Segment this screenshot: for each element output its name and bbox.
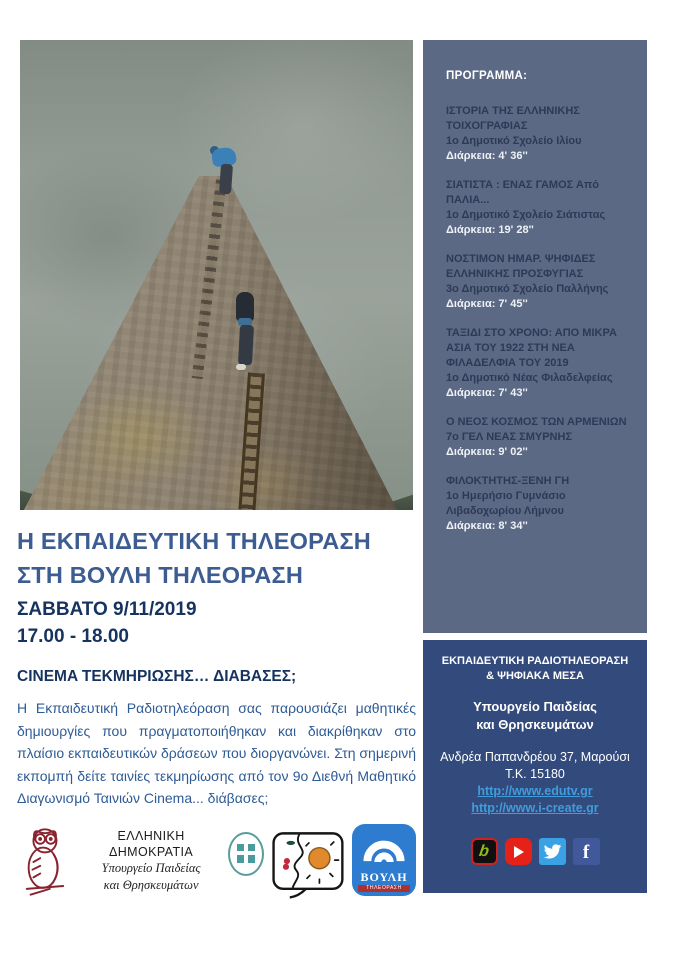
program-school: 3ο Δημοτικό Σχολείο Παλλήνης (446, 283, 609, 295)
program-item (446, 415, 637, 460)
twitter-icon[interactable] (539, 838, 566, 865)
broadcast-date: ΣΑΒΒΑΤΟ 9/11/2019 (17, 599, 197, 620)
logos-row (20, 824, 416, 908)
emblem-cross-horizontal (237, 851, 255, 855)
blogger-icon[interactable] (471, 838, 498, 865)
program-item (446, 252, 637, 312)
twitter-bird-icon (543, 842, 562, 861)
educational-tv-logo-icon (264, 824, 352, 902)
program-heading: ΠΡΟΓΡΑΜΜΑ: (446, 70, 528, 82)
program-title: ΦΙΛΟΚΤΗΤΗΣ-ΞΕΝΗ ΓΗ (446, 475, 570, 487)
program-title: Ο ΝΕΟΣ ΚΟΣΜΟΣ ΤΩΝ ΑΡΜΕΝΙΩΝ (446, 416, 627, 428)
vouli-sublabel: ΤΗΛΕΟΡΑΣΗ (358, 885, 410, 892)
climber-middle (232, 292, 258, 372)
owl-icon (20, 824, 70, 900)
address-line1: Ανδρέα Παπανδρέου 37, Μαρούσι (440, 750, 630, 764)
facebook-icon[interactable] (573, 838, 600, 865)
climber-middle-legs (238, 325, 254, 366)
program-school: 1ο Δημοτικό Σχολείο Σιάτιστας (446, 209, 606, 221)
greek-flag-emblem-icon (228, 832, 264, 876)
ministry-logo-line1: Υπουργείο Παιδείας (101, 861, 201, 875)
program-school: 1ο Δημοτικό Νέας Φιλαδελφείας (446, 372, 613, 384)
page-title-line2: ΣΤΗ ΒΟΥΛΗ ΤΗΛΕΟΡΑΣΗ (17, 562, 303, 588)
address-line2: Τ.Κ. 15180 (505, 767, 565, 781)
play-icon (514, 846, 524, 858)
edutv-link[interactable]: http://www.edutv.gr (477, 784, 593, 798)
hellenic-republic-label: ΕΛΛΗΝΙΚΗ ΔΗΜΟΚΡΑΤΙΑ (109, 829, 194, 859)
program-title: ΤΑΞΙΔΙ ΣΤΟ ΧΡΟΝΟ: ΑΠΟ ΜΙΚΡΑ ΑΣΙΑ ΤΟΥ 1922 ΣΤΗ ΝΕΑ ΦΙΛΑΔΕΛΦΙΑ ΤΟΥ 2019 (446, 327, 617, 369)
program-title: ΙΣΤΟΡΙΑ ΤΗΣ ΕΛΛΗΝΙΚΗΣ ΤΟΙΧΟΓΡΑΦΙΑΣ (446, 105, 580, 132)
youtube-icon[interactable] (505, 838, 532, 865)
program-duration: Διάρκεια: 8' 34'' (446, 520, 528, 532)
program-title: ΝΟΣΤΙΜΟΝ ΗΜΑΡ. ΨΗΦΙΔΕΣ ΕΛΛΗΝΙΚΗΣ ΠΡΟΣΦΥΓΙΑΣ (446, 253, 596, 280)
program-school: 1ο Δημοτικό Σχολείο Ιλίου (446, 135, 582, 147)
program-sidebar (423, 40, 647, 633)
description-paragraph: Η Εκπαιδευτική Ραδιοτηλεόραση σας παρουσιάζει μαθητικές δημιουργίες που πραγματοποιήθηκαν και διακρίθηκαν στο πλαίσιο εκπαιδευτικών δράσεων που διοργανώνει. Στη σημερινή εκπομπή δείτε ταινίες τεκμηρίωσης από τον 9ο Διεθνή Μαθητικό Διαγωνισμό Ταινιών Cinema... διάβασες; (17, 700, 416, 806)
program-duration: Διάρκεια: 7' 45'' (446, 298, 528, 310)
facebook-glyph: f (582, 842, 590, 863)
program-title: ΣΙΑΤΙΣΤΑ : ΕΝΑΣ ΓΑΜΟΣ Από ΠΑΛΙΑ... (446, 179, 599, 206)
program-duration: Διάρκεια: 9' 02'' (446, 446, 528, 458)
ministry-line2: και Θρησκευμάτων (476, 716, 594, 732)
broadcast-arcs-icon (356, 830, 412, 866)
contact-box (423, 640, 647, 893)
vouli-label: ΒΟΥΛΗ (360, 870, 408, 884)
tower-photo (20, 40, 413, 510)
program-school: 1ο Ημερήσιο Γυμνάσιο Λιβαδοχωρίου Λήμνου (446, 490, 566, 517)
program-duration: Διάρκεια: 19' 28'' (446, 224, 534, 236)
main-text-block (17, 524, 416, 810)
ministry-line1: Υπουργείο Παιδείας (473, 699, 597, 714)
program-item (446, 104, 637, 164)
broadcast-time: 17.00 - 18.00 (17, 626, 129, 647)
section-heading: CINEMA ΤΕΚΜΗΡΙΩΣΗΣ… ΔΙΑΒΑΣΕΣ; (17, 668, 297, 685)
program-item (446, 178, 637, 238)
social-icons-row (423, 838, 647, 865)
climber-middle-shoe (236, 364, 246, 370)
program-duration: Διάρκεια: 4' 36'' (446, 150, 528, 162)
program-school: 7ο ΓΕΛ ΝΕΑΣ ΣΜΥΡΝΗΣ (446, 431, 573, 443)
program-duration: Διάρκεια: 7' 43'' (446, 387, 528, 399)
page-title-line1: Η ΕΚΠΑΙΔΕΥΤΙΚΗ ΤΗΛΕΟΡΑΣΗ (17, 528, 371, 554)
icreate-link[interactable]: http://www.i-create.gr (471, 801, 599, 815)
blogger-glyph: b (477, 842, 491, 860)
org-name-line2: & ΨΗΦΙΑΚΑ ΜΕΣΑ (486, 670, 584, 682)
program-item (446, 326, 637, 401)
climber-top (208, 146, 238, 202)
program-item (446, 474, 637, 534)
ministry-logo-line2: και Θρησκευμάτων (103, 878, 199, 892)
org-name-line1: ΕΚΠΑΙΔΕΥΤΙΚΗ ΡΑΔΙΟΤΗΛΕΟΡΑΣΗ (441, 655, 629, 667)
hellenic-republic-logo (20, 824, 228, 900)
vouli-tv-logo (352, 824, 416, 896)
climber-top-legs (219, 164, 233, 195)
